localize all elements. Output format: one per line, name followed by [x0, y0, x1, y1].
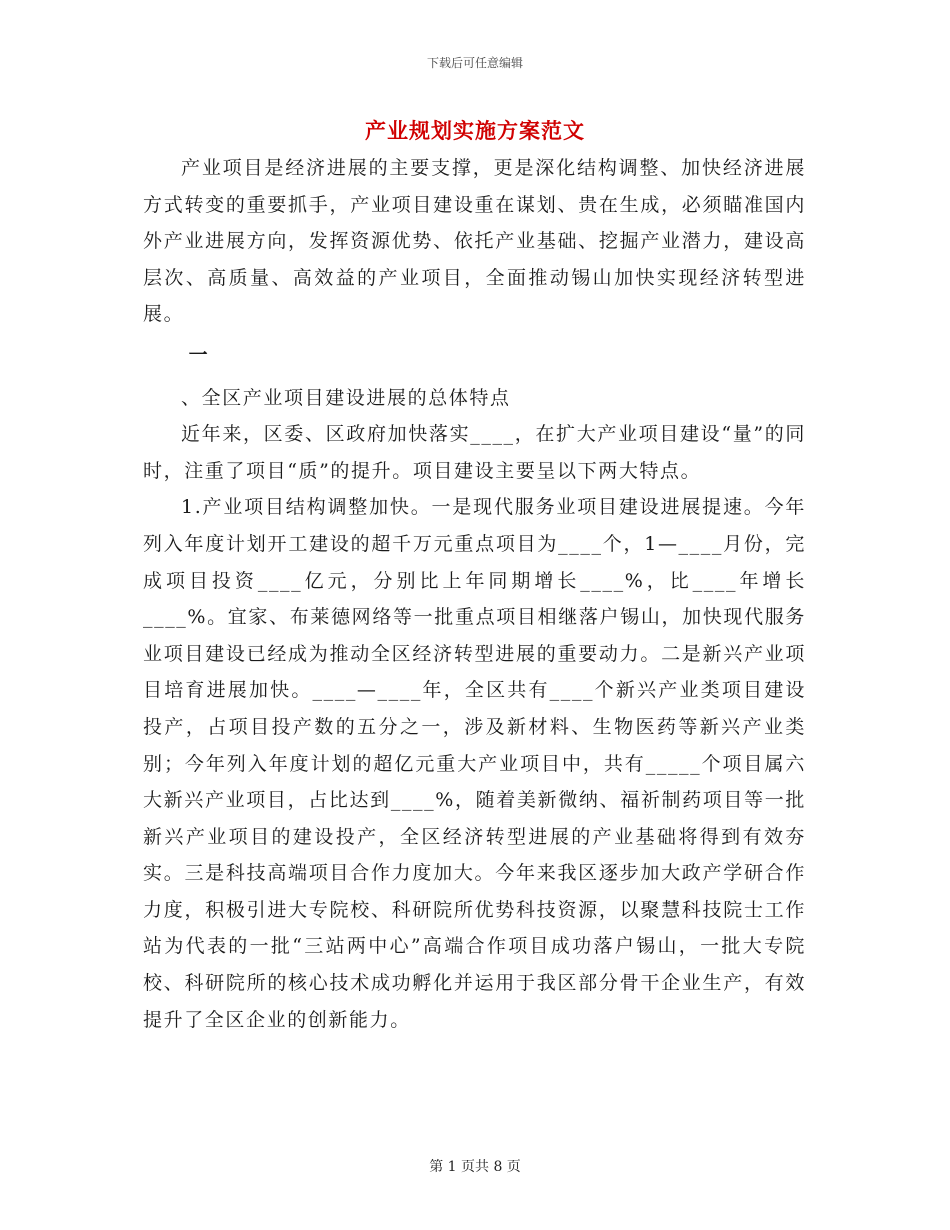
paragraph-3: 1.产业项目结构调整加快。一是现代服务业项目建设进展提速。今年列入年度计划开工建设的超千万元重点项目为____个，1—____月份，完成项目投资____亿元，分别比上年同期增长____%，比____年增长____%。宜家、布莱德网络等一批重点项目相继落户锡山，加快现代服务业项目建设已经成为推动全区经济转型进展的重要动力。二是新兴产业项目培育进展加快。____—____年，全区共有____个新兴产业类项目建设投产，占项目投产数的五分之一，涉及新材料、生物医药等新兴产业类别；今年列入年度计划的超亿元重大产业项目中，共有_____个项目属六大新兴产业项目，占比达到____%，随着美新微纳、福祈制药项目等一批新兴产业项目的建设投产，全区经济转型进展的产业基础将得到有效夯实。三是科技高端项目合作力度加大。今年来我区逐步加大政产学研合作力度，积极引进大专院校、科研院所优势科技资源，以聚慧科技院士工作站为代表的一批“三站两中心”高端合作项目成功落户锡山，一批大专院校、科研院所的核心技术成功孵化并运用于我区部分骨干企业生产，有效提升了全区企业的创新能力。: [143, 496, 806, 1031]
document-body: [143, 150, 806, 1038]
paragraph-2: 近年来，区委、区政府加快落实____，在扩大产业项目建设“量”的同时，注重了项目“质”的提升。项目建设主要呈以下两大特点。: [143, 423, 806, 482]
page-footer: 第 1 页共 8 页: [429, 1159, 521, 1175]
section-heading: 、全区产业项目建设进展的总体特点: [181, 386, 511, 409]
paragraph-intro: 产业项目是经济进展的主要支撑，更是深化结构调整、加快经济进展方式转变的重要抓手，产业项目建设重在谋划、贵在生成，必须瞄准国内外产业进展方向，发挥资源优势、依托产业基础、挖掘产业潜力，建设高层次、高质量、高效益的产业项目，全面推动锡山加快实现经济转型进展。: [143, 157, 806, 326]
section-number: 一: [188, 343, 210, 366]
header-note: 下载后可任意编辑: [426, 56, 523, 70]
page-title: 产业规划实施方案范文: [365, 118, 585, 143]
